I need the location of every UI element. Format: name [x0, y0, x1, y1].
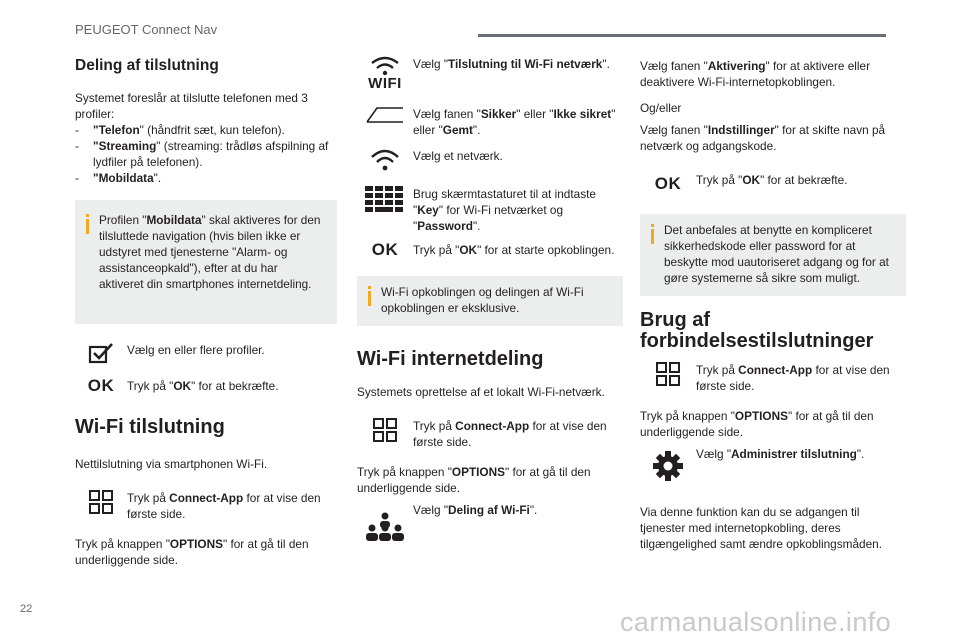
section-title-hotspot: Wi-Fi internetdeling — [357, 348, 544, 370]
step-share-wifi: Vælg "Deling af Wi-Fi". — [357, 502, 623, 542]
tab-icon — [357, 106, 413, 124]
keyboard-icon — [357, 186, 413, 212]
step-select-profiles: Vælg en eller flere profiler. — [75, 342, 337, 364]
ok-icon: OK — [654, 174, 682, 193]
profile-item-telefon: - "Telefon" (håndfrit sæt, kun telefon). — [75, 123, 285, 137]
watermark: carmanualsonline.info — [620, 607, 892, 637]
activation-text: Vælg fanen "Aktivering" for at aktivere eller deaktivere Wi-Fi-internetopkoblingen. — [640, 59, 871, 89]
ok-icon: OK — [371, 240, 399, 259]
step-start-connection: OK Tryk på "OK" for at starte opkoblingen. — [371, 240, 615, 259]
page-number: 22 — [20, 603, 33, 615]
step-wifi-network: WIFI Vælg "Tilslutning til Wi-Fi netværk". — [357, 56, 623, 92]
info-icon — [366, 286, 373, 306]
step-options-3: Tryk på knappen "OPTIONS" for at gå til den underliggende side. — [640, 409, 874, 439]
wifi-icon: WIFI — [357, 56, 413, 92]
header-title: PEUGEOT Connect Nav — [75, 22, 218, 37]
checkbox-icon — [75, 342, 127, 364]
settings-text: Vælg fanen "Indstillinger" for at skifte navn på netværk og adgangskode. — [640, 123, 886, 153]
column-left — [75, 50, 337, 568]
hotspot-intro: Systemets oprettelse af et lokalt Wi-Fi-netværk. — [357, 385, 605, 399]
column-middle — [357, 50, 623, 542]
step-connect-app-3: Tryk på Connect-App for at vise den første side. — [640, 362, 906, 394]
people-share-icon — [357, 502, 413, 542]
section-title-deling: Deling af tilslutning — [75, 57, 219, 74]
column-right — [640, 50, 906, 552]
step-manage-connection: Vælg "Administrer tilslutning". — [640, 446, 906, 482]
apps-grid-icon — [75, 490, 127, 514]
gear-icon — [640, 446, 696, 482]
manage-outro: Via denne funktion kan du se adgangen til tjenester med internetopkobling, deres tilgængelighed samt ændre opkoblingsmåden. — [640, 505, 882, 551]
info-box-security: Det anbefales at benytte en kompliceret sikkerhedskode eller password for at beskytte mod uautoriseret adgang og for at gøre systemerne så sikre som muligt. — [640, 214, 906, 296]
apps-grid-icon — [640, 362, 696, 386]
ok-icon: OK — [87, 376, 115, 395]
step-ok-confirm: OK Tryk på "OK" for at bekræfte. — [87, 376, 279, 395]
step-options-2: Tryk på knappen "OPTIONS" for at gå til den underliggende side. — [357, 465, 591, 495]
info-icon — [84, 214, 91, 234]
and-or-text: Og/eller — [640, 101, 682, 115]
deling-intro: Systemet foreslår at tilslutte telefonen med 3 profiler: — [75, 91, 308, 121]
info-icon — [649, 224, 656, 244]
apps-grid-icon — [357, 418, 413, 442]
wifi-signal-icon — [357, 148, 413, 172]
step-select-network: Vælg et netværk. — [357, 148, 623, 172]
step-connect-app: Tryk på Connect-App for at vise den første side. — [75, 490, 337, 522]
step-connect-app-2: Tryk på Connect-App for at vise den første side. — [357, 418, 623, 450]
profile-item-streaming: - "Streaming" (streaming: trådløs afspilning af lydfiler på telefonen). — [75, 139, 329, 169]
step-options: Tryk på knappen "OPTIONS" for at gå til den underliggende side. — [75, 537, 309, 567]
info-box-mobildata: Profilen "Mobildata" skal aktiveres for den tilsluttede navigation (hvis bilen ikke er udstyret med tjenesterne "Alarm- og assistanceopkald"), efter at du har aktiveret din smartphones internetdeling. — [75, 200, 337, 324]
step-select-tab: Vælg fanen "Sikker" eller "Ikke sikret" eller "Gemt". — [357, 106, 623, 138]
wifi-intro: Nettilslutning via smartphonen Wi-Fi. — [75, 457, 268, 471]
section-title-brug: Brug af forbindelsestilslutninger — [640, 309, 874, 352]
step-keyboard: Brug skærmtastaturet til at indtaste "Key" for Wi-Fi netværket og "Password". — [357, 186, 623, 234]
step-ok-confirm-3: OK Tryk på "OK" for at bekræfte. — [654, 173, 848, 193]
section-title-wifi: Wi-Fi tilslutning — [75, 416, 225, 438]
info-box-exclusive: Wi-Fi opkoblingen og delingen af Wi-Fi opkoblingen er eksklusive. — [357, 276, 623, 326]
profile-item-mobildata: - "Mobildata". — [75, 171, 162, 185]
header-rule — [478, 34, 886, 37]
